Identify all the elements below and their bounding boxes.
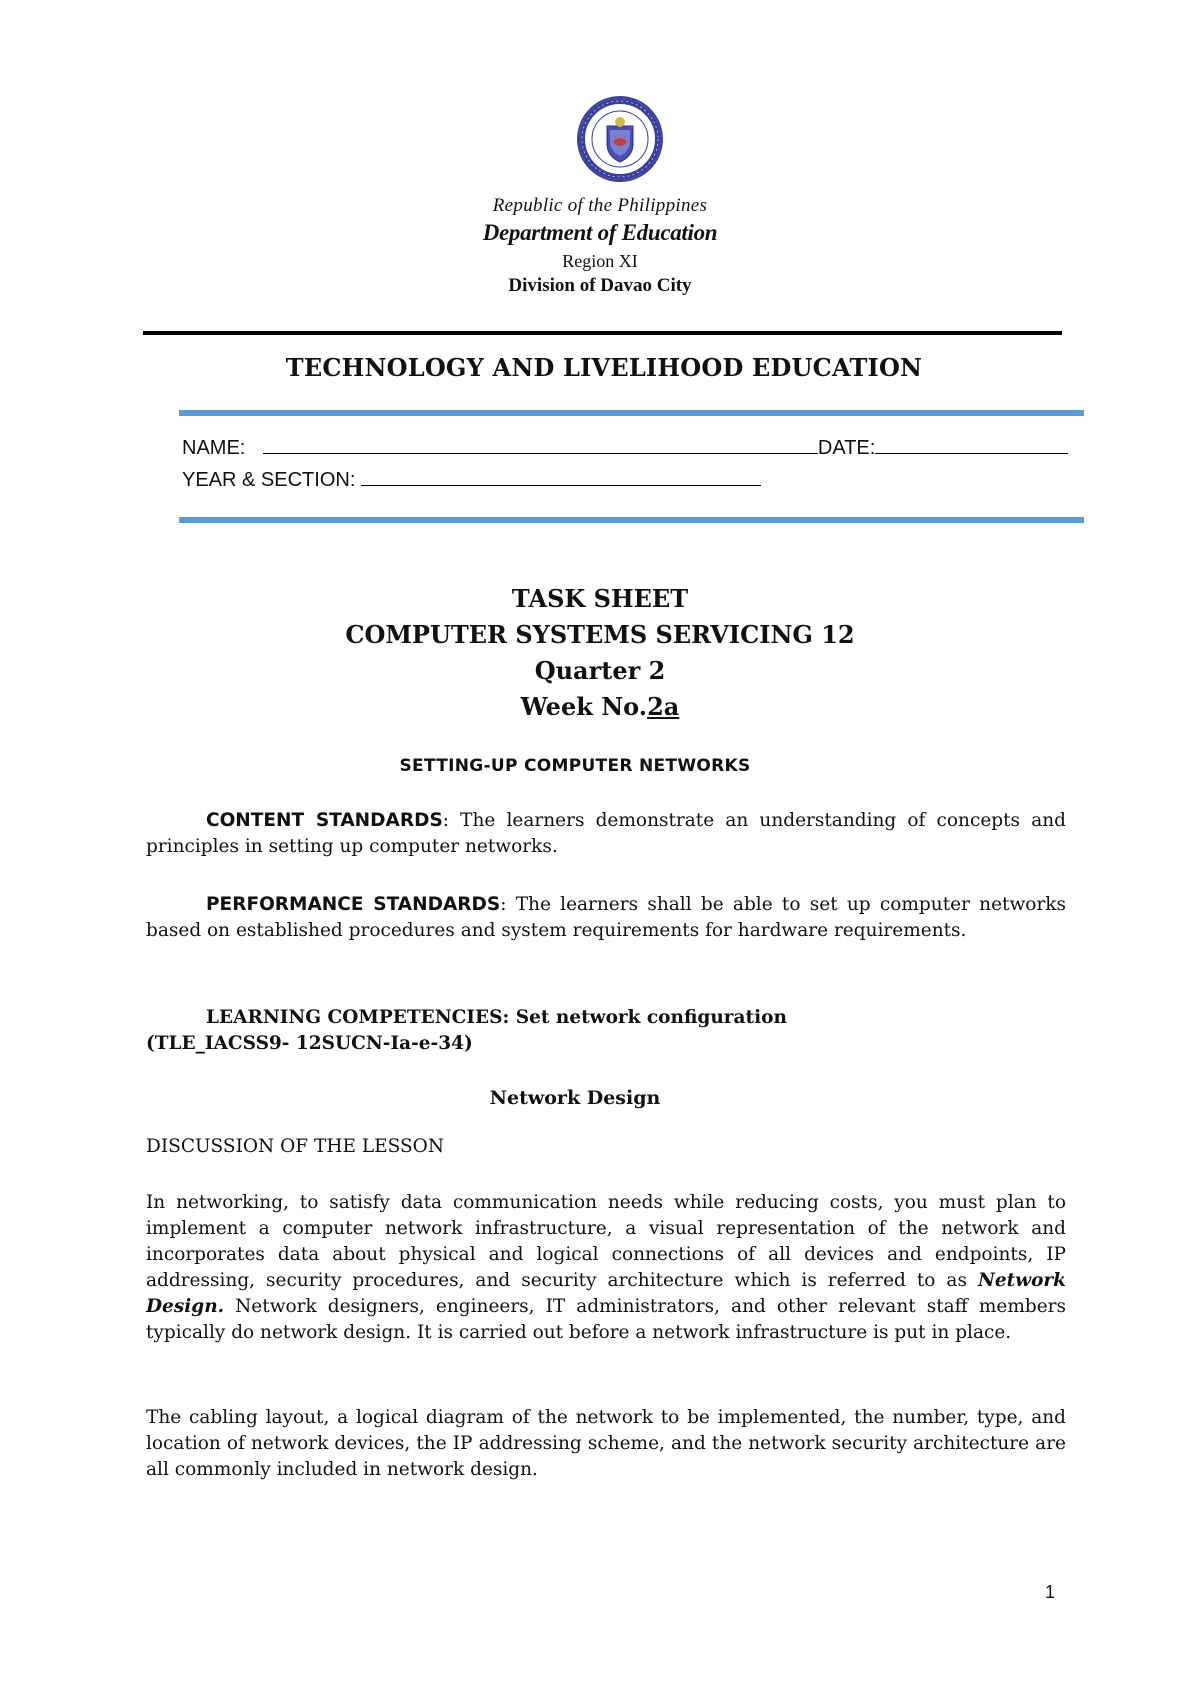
republic-text: Republic of the Philippines [492, 195, 708, 216]
lesson-title: SETTING-UP COMPUTER NETWORKS [399, 756, 751, 776]
region-text: Region XI [562, 251, 638, 271]
competencies-code: (TLE_IACSS9- 12SUCN-Ia-e-34) [146, 1033, 473, 1054]
year-section-label: YEAR & SECTION: [182, 469, 356, 491]
discussion-paragraph-1 [146, 1190, 1066, 1346]
course-title: COMPUTER SYSTEMS SERVICING 12 [345, 620, 855, 649]
date-field[interactable] [875, 435, 1068, 454]
week-value: 2a [647, 692, 680, 721]
discussion-paragraph-2: The cabling layout, a logical diagram of the network to be implemented, the number, type, and location of network devices, the IP addressing scheme, and the network security architecture are all commonly included in network design. [146, 1407, 1066, 1480]
page-number: 1 [1045, 1582, 1056, 1602]
paragraph1-after: Network designers, engineers, IT administrators, and other relevant staff members typically do network design. It is carried out before a network infrastructure is put in place. [146, 1296, 1066, 1343]
name-label: NAME: [182, 437, 246, 459]
year-section-field[interactable] [361, 467, 761, 486]
learning-competencies [146, 1005, 1066, 1057]
week-prefix: Week No. [520, 692, 648, 721]
division-text: Division of Davao City [508, 275, 692, 296]
discussion-heading: DISCUSSION OF THE LESSON [146, 1136, 445, 1157]
paragraph1-emphasis: Network Design. [146, 1270, 1066, 1317]
performance-standards-text: : The learners shall be able to set up computer networks based on established procedures and system requirements for hardware requirements. [146, 894, 1066, 941]
deped-seal-logo [577, 96, 663, 182]
header-divider [143, 331, 1062, 335]
form-top-bar [179, 410, 1084, 416]
subject-title: TECHNOLOGY AND LIVELIHOOD EDUCATION [285, 353, 923, 382]
department-text: Department of Education [482, 220, 718, 245]
task-sheet-title: TASK SHEET [511, 584, 689, 613]
content-standards-label: CONTENT STANDARDS [206, 810, 443, 831]
performance-standards-label: PERFORMANCE STANDARDS [206, 894, 501, 915]
name-date-row [182, 435, 1068, 460]
year-section-row [182, 467, 761, 492]
quarter-title: Quarter 2 [534, 656, 666, 685]
name-field[interactable] [263, 435, 818, 454]
competencies-line: LEARNING COMPETENCIES: Set network configuration [206, 1007, 787, 1028]
date-label: DATE: [817, 437, 876, 459]
week-title [0, 692, 1200, 721]
paragraph1-before: In networking, to satisfy data communication needs while reducing costs, you must plan to implement a computer network infrastructure, a visual representation of the network and incorporates data about physical and logical connections of all devices and endpoints, IP addressing, security procedures, and security architecture which is referred to as [146, 1192, 1066, 1291]
performance-standards-paragraph [146, 892, 1066, 944]
content-standards-paragraph [146, 808, 1066, 860]
form-bottom-bar [179, 517, 1084, 523]
section-title: Network Design [489, 1087, 661, 1109]
content-standards-text: : The learners demonstrate an understanding of concepts and principles in setting up computer networks. [146, 810, 1066, 857]
